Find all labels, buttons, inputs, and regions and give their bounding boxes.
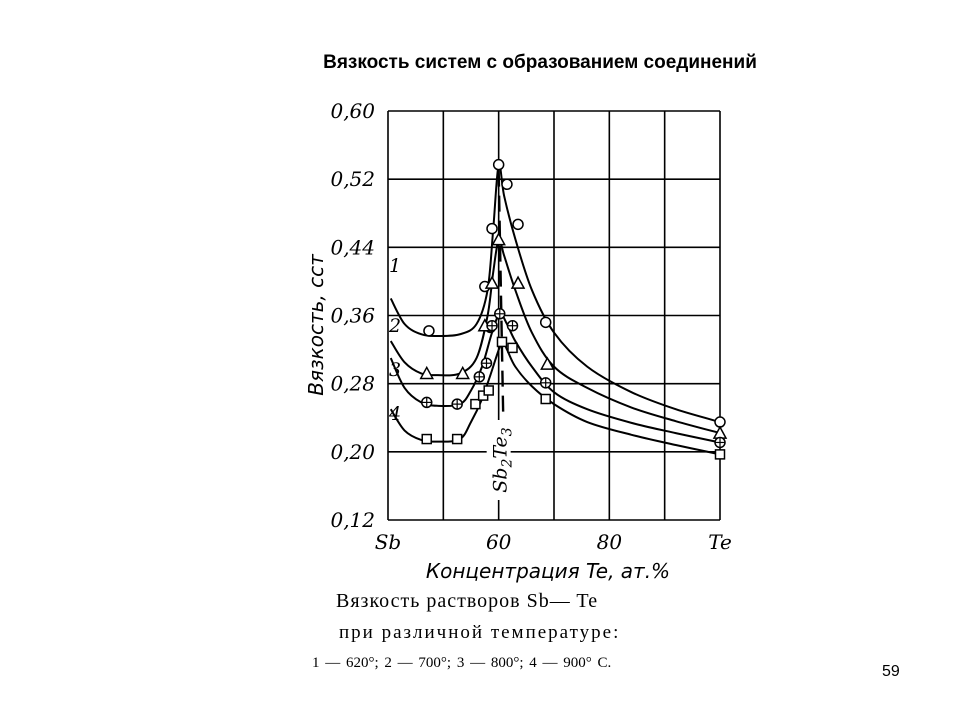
square-marker bbox=[541, 395, 550, 404]
data-point-series-3 bbox=[715, 437, 725, 447]
y-tick-label: 0,52 bbox=[330, 167, 375, 192]
triangle-marker bbox=[493, 234, 505, 245]
data-point-series-4 bbox=[484, 386, 493, 395]
series-label-4: 4 bbox=[389, 403, 402, 425]
square-marker bbox=[497, 337, 506, 346]
data-point-series-1 bbox=[541, 317, 551, 327]
chart-grid bbox=[388, 111, 720, 520]
data-point-series-4 bbox=[716, 450, 725, 459]
x-tick-label: Te bbox=[708, 530, 732, 554]
data-point-series-4 bbox=[497, 337, 506, 346]
series-1 bbox=[389, 160, 725, 427]
y-tick-label: 0,60 bbox=[330, 99, 375, 123]
series-4 bbox=[388, 337, 725, 458]
series-label-1: 1 bbox=[389, 255, 402, 277]
data-point-series-3 bbox=[474, 372, 484, 382]
x-tick-label: Sb bbox=[374, 530, 402, 554]
circle-marker bbox=[424, 326, 434, 336]
data-point-series-3 bbox=[422, 397, 432, 407]
square-marker bbox=[508, 343, 517, 352]
series-3 bbox=[389, 309, 725, 448]
y-tick-label: 0,28 bbox=[330, 371, 375, 396]
caption-line-2: при различной температуре: bbox=[339, 622, 621, 643]
circle-marker bbox=[494, 160, 504, 170]
y-axis-label: Вязкость, сст bbox=[304, 254, 328, 396]
data-point-series-2 bbox=[512, 277, 524, 288]
square-marker bbox=[471, 400, 480, 409]
data-point-series-1 bbox=[424, 326, 434, 336]
data-point-series-3 bbox=[452, 399, 462, 409]
page-number: 59 bbox=[882, 663, 900, 680]
triangle-marker bbox=[512, 277, 524, 288]
x-tick-label: 60 bbox=[485, 530, 512, 554]
data-point-series-1 bbox=[715, 417, 725, 427]
circle-marker bbox=[513, 219, 523, 229]
x-axis-label: Концентрация Te, ат.% bbox=[425, 559, 671, 583]
data-point-series-4 bbox=[471, 400, 480, 409]
circle-marker bbox=[487, 224, 497, 234]
caption-line-1: Вязкость растворов Sb— Te bbox=[336, 590, 599, 612]
series-layer bbox=[388, 160, 726, 459]
square-marker bbox=[484, 386, 493, 395]
data-point-series-2 bbox=[493, 234, 505, 245]
series-line-4 bbox=[391, 341, 720, 455]
data-point-series-4 bbox=[508, 343, 517, 352]
compound-label: $Sb_2Te_3$ bbox=[489, 427, 516, 493]
data-point-series-1 bbox=[502, 179, 512, 189]
caption-line-3: 1 — 620°; 2 — 700°; 3 — 800°; 4 — 900° С. bbox=[312, 655, 612, 671]
y-tick-labels bbox=[330, 99, 375, 532]
data-point-series-4 bbox=[453, 435, 462, 444]
slide-title: Вязкость систем с образованием соединений bbox=[323, 52, 757, 73]
y-tick-label: 0,20 bbox=[330, 439, 375, 464]
data-point-series-3 bbox=[508, 321, 518, 331]
y-tick-label: 0,44 bbox=[330, 235, 375, 260]
data-point-series-1 bbox=[487, 224, 497, 234]
data-point-series-3 bbox=[481, 358, 491, 368]
data-point-series-3 bbox=[541, 378, 551, 388]
data-point-series-1 bbox=[513, 219, 523, 229]
circle-marker bbox=[715, 417, 725, 427]
data-point-series-3 bbox=[487, 321, 497, 331]
series-label-3: 3 bbox=[389, 359, 402, 381]
square-marker bbox=[453, 435, 462, 444]
y-tick-label: 0,36 bbox=[330, 303, 375, 328]
square-marker bbox=[716, 450, 725, 459]
circle-marker bbox=[541, 317, 551, 327]
x-tick-label: 80 bbox=[596, 530, 623, 554]
square-marker bbox=[422, 435, 431, 444]
x-tick-labels bbox=[375, 530, 732, 554]
series-label-2: 2 bbox=[389, 315, 402, 337]
data-point-series-1 bbox=[494, 160, 504, 170]
y-tick-label: 0,12 bbox=[330, 508, 375, 532]
data-point-series-4 bbox=[422, 435, 431, 444]
data-point-series-3 bbox=[495, 309, 505, 319]
data-point-series-4 bbox=[541, 395, 550, 404]
circle-marker bbox=[502, 179, 512, 189]
